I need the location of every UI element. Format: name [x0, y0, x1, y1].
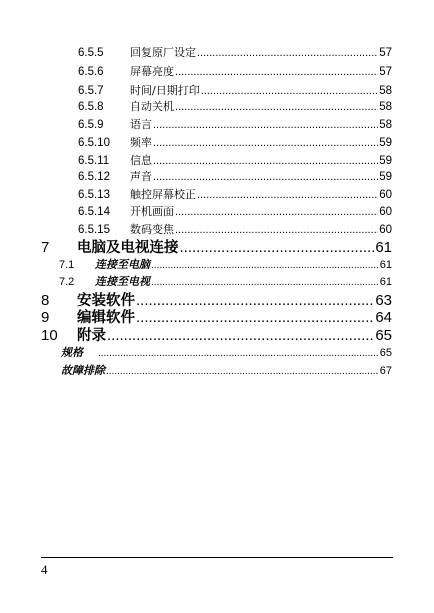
dot-leader [175, 66, 378, 78]
toc-entry-number: 6.5.10 [78, 137, 110, 149]
toc-entry-6-5-8[interactable] [78, 98, 392, 114]
toc-entry-6-5-9[interactable] [78, 116, 392, 132]
toc-chapter-title: 电脑及电视连接 [77, 240, 179, 256]
toc-entry-number: 6.5.7 [78, 85, 104, 97]
toc-chapter-10[interactable] [41, 324, 392, 344]
footer-divider [41, 557, 393, 558]
toc-chapter-page: 64 [375, 309, 392, 326]
toc-entry-page: 67 [379, 365, 392, 377]
dot-leader [151, 260, 379, 271]
toc-entry-title: 开机画面 [130, 205, 174, 218]
toc-entry-number: 6.5.8 [78, 101, 104, 113]
dot-leader [106, 366, 379, 377]
toc-entry-title: 声音 [130, 170, 152, 183]
toc-entry-6-5-6[interactable] [78, 63, 392, 79]
toc-entry-page: 61 [379, 276, 392, 288]
toc-entry-title: 自动关机 [130, 100, 174, 113]
dot-leader [201, 85, 378, 97]
toc-entry-page: 57 [379, 66, 392, 78]
toc-entry-number: 6.5.14 [78, 206, 110, 218]
toc-entry-6-5-12[interactable] [78, 168, 392, 184]
toc-entry-page: 57 [379, 47, 392, 59]
toc-entry-number: 6.5.13 [78, 189, 110, 201]
toc-appendix-troubleshooting[interactable] [61, 362, 392, 378]
toc-entry-title: 时间/日期打印 [130, 84, 200, 97]
toc-appendix-specs[interactable] [61, 344, 392, 360]
toc-entry-number: 7.2 [59, 276, 75, 288]
toc-entry-page: 58 [379, 85, 392, 97]
toc-entry-7-1[interactable] [59, 256, 392, 272]
toc-entry-6-5-13[interactable] [78, 186, 392, 202]
toc-entry-number: 6.5.12 [78, 171, 110, 183]
toc-entry-title: 故障排除 [61, 364, 105, 377]
dot-leader [180, 239, 375, 256]
toc-entry-number: 6.5.15 [78, 224, 110, 236]
toc-entry-page: 59 [379, 155, 392, 167]
toc-entry-title: 规格 [61, 346, 83, 359]
toc-entry-page: 65 [379, 347, 392, 359]
toc-entry-page: 61 [379, 259, 392, 271]
toc-entry-number: 7.1 [59, 259, 75, 271]
dot-leader [197, 189, 378, 201]
toc-entry-6-5-7[interactable] [78, 82, 392, 98]
toc-entry-number: 6.5.11 [78, 155, 110, 167]
toc-entry-page: 59 [379, 137, 392, 149]
toc-chapter-number: 9 [41, 309, 50, 326]
dot-leader [197, 47, 378, 59]
toc-chapter-page: 63 [375, 292, 392, 309]
dot-leader [175, 101, 378, 113]
dot-leader [153, 137, 378, 149]
toc-entry-6-5-14[interactable] [78, 203, 392, 219]
dot-leader [175, 206, 378, 218]
dot-leader [153, 119, 378, 131]
toc-entry-page: 60 [379, 224, 392, 236]
toc-entry-title: 语言 [130, 118, 152, 131]
toc-entry-page: 60 [379, 206, 392, 218]
toc-entry-number: 6.5.9 [78, 119, 104, 131]
toc-entry-page: 58 [379, 119, 392, 131]
toc-entry-title: 连接至电视 [95, 275, 150, 288]
toc-entry-7-2[interactable] [59, 273, 392, 289]
toc-entry-6-5-5[interactable] [78, 44, 392, 60]
toc-entry-title: 屏幕亮度 [130, 65, 174, 78]
toc-chapter-9[interactable] [41, 306, 392, 326]
toc-entry-title: 频率 [130, 136, 152, 149]
toc-entry-number: 6.5.6 [78, 66, 104, 78]
toc-chapter-number: 10 [41, 327, 58, 344]
toc-entry-6-5-11[interactable] [78, 152, 392, 168]
dot-leader [107, 327, 374, 344]
dot-leader [153, 171, 378, 183]
toc-entry-title: 回复原厂设定 [130, 46, 196, 59]
toc-chapter-page: 65 [375, 327, 392, 344]
toc-entry-number: 6.5.5 [78, 47, 104, 59]
toc-entry-title: 信息 [130, 154, 152, 167]
toc-chapter-title: 编辑软件 [77, 310, 135, 326]
dot-leader [151, 277, 379, 288]
toc-entry-6-5-10[interactable] [78, 134, 392, 150]
toc-chapter-number: 8 [41, 292, 50, 309]
dot-leader [98, 348, 379, 359]
toc-entry-page: 59 [379, 171, 392, 183]
page-number: 4 [41, 562, 48, 577]
toc-chapter-title: 安装软件 [77, 293, 135, 309]
dot-leader [153, 155, 378, 167]
toc-chapter-7[interactable] [41, 236, 392, 256]
toc-chapter-page: 61 [375, 239, 392, 256]
toc-chapter-number: 7 [41, 239, 50, 256]
toc-entry-title: 连接至电脑 [95, 258, 150, 271]
toc-entry-page: 58 [379, 101, 392, 113]
toc-chapter-title: 附录 [77, 328, 106, 344]
dot-leader [175, 224, 378, 236]
toc-entry-title: 数码变焦 [130, 223, 174, 236]
toc-entry-title: 触控屏幕校正 [130, 188, 196, 201]
toc-entry-page: 60 [379, 189, 392, 201]
toc-entry-6-5-15[interactable] [78, 221, 392, 237]
